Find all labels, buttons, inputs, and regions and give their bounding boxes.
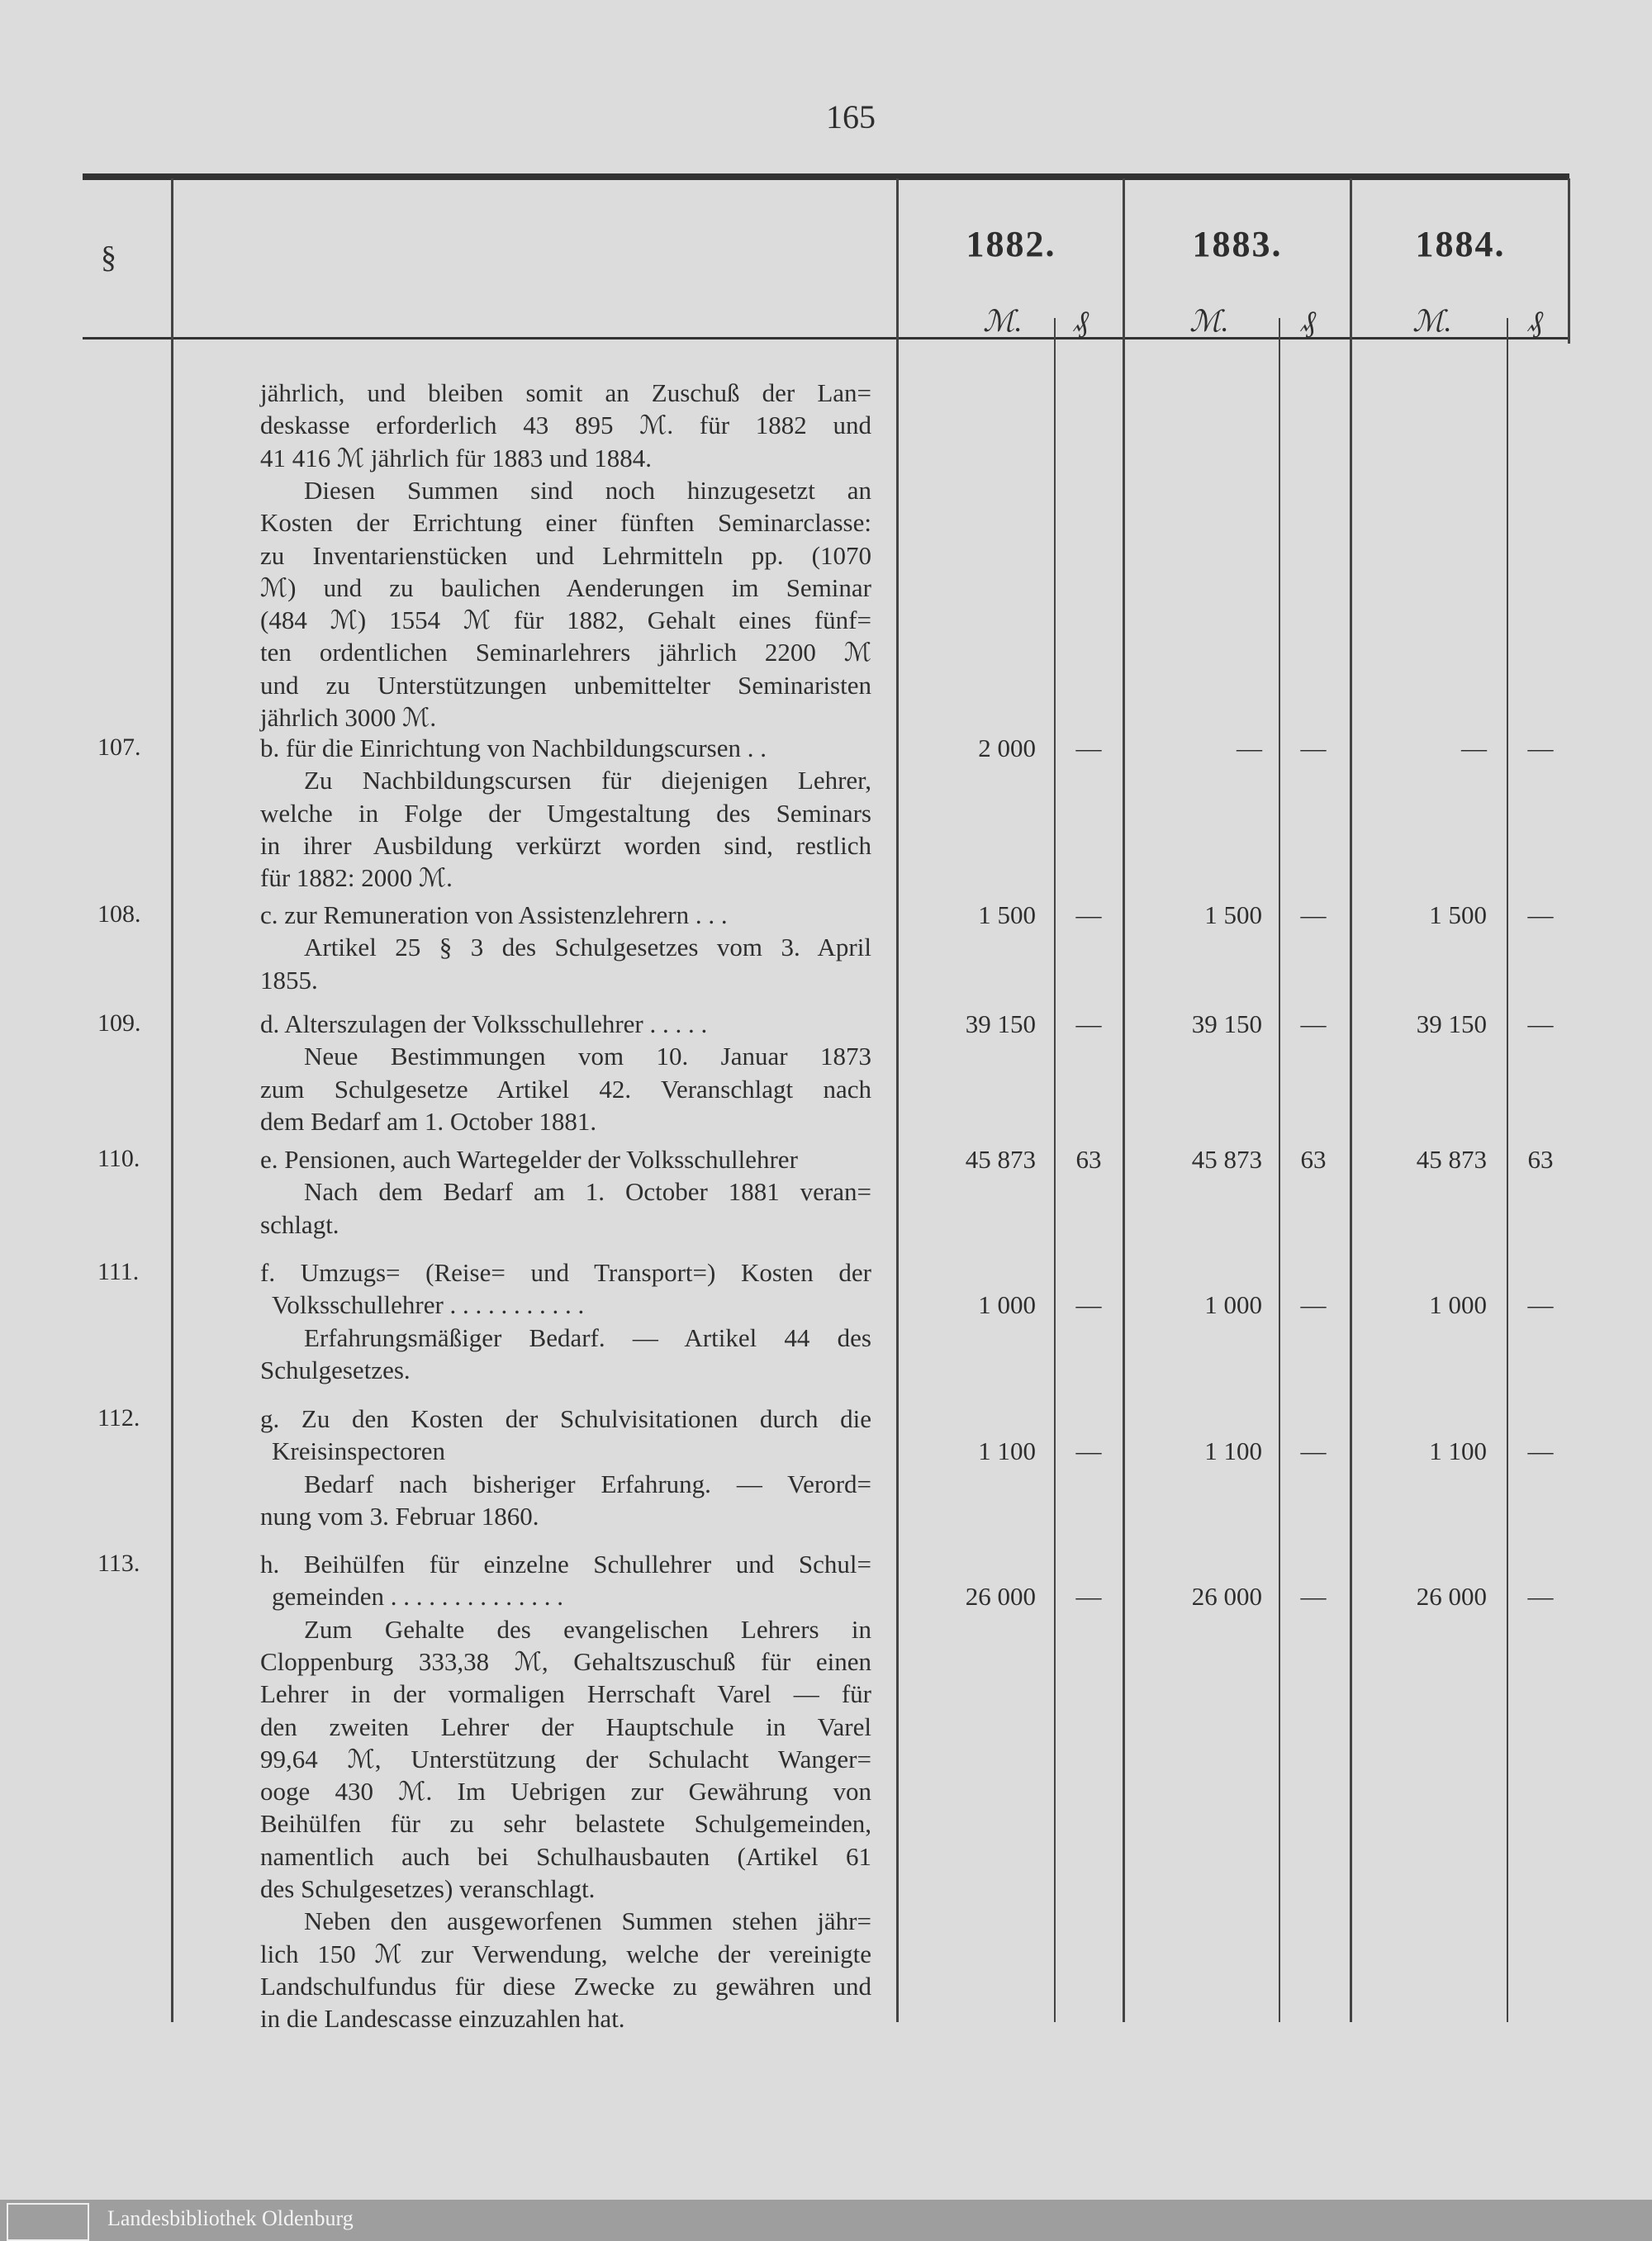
- pfennig-amount: —: [1527, 734, 1554, 762]
- mark-amount: 1 100: [978, 1436, 1036, 1466]
- text-line: in die Landescasse einzuzahlen hat.: [260, 2004, 625, 2034]
- mark-amount: 1 000: [1429, 1290, 1487, 1320]
- text-line: 1855.: [260, 965, 318, 995]
- text-line: in ihrer Ausbildung verkürzt worden sind, restlich: [260, 830, 871, 860]
- mark-amount: 1 500: [1204, 900, 1262, 929]
- year-1882: 1882.: [966, 224, 1056, 264]
- text-line: Bedarf nach bisheriger Erfahrung. — Verord=: [304, 1469, 871, 1498]
- text-line: jährlich, und bleiben somit an Zuschuß der Lan=: [260, 378, 871, 407]
- mark-header: ℳ.: [1412, 305, 1452, 338]
- pfennig-divider: [1507, 318, 1508, 2022]
- pfennig-amount: 63: [1527, 1145, 1554, 1174]
- footer-bar: [0, 2200, 1652, 2241]
- mark-amount: 1 500: [1429, 900, 1487, 929]
- text-line: Zu Nachbildungscursen für diejenigen Lehrer,: [304, 766, 871, 795]
- text-line: Erfahrungsmäßiger Bedarf. — Artikel 44 des: [304, 1322, 871, 1352]
- text-line: namentlich auch bei Schulhausbauten (Artikel 61: [260, 1841, 871, 1871]
- text-line: Lehrer in der vormaligen Herrschaft Varel — für: [260, 1679, 871, 1709]
- section-number: 110.: [97, 1145, 140, 1172]
- pfennig-divider: [1279, 318, 1280, 2022]
- pfennig-amount: —: [1075, 1290, 1102, 1320]
- header-rule: [83, 337, 1569, 339]
- text-line: g. Zu den Kosten der Schulvisitationen durch die: [260, 1404, 871, 1433]
- page-number: 165: [826, 98, 876, 135]
- library-building-logo: [7, 2203, 89, 2241]
- text-line: Nach dem Bedarf am 1. October 1881 veran=: [304, 1177, 871, 1207]
- text-line: welche in Folge der Umgestaltung des Seminars: [260, 798, 871, 828]
- text-line: Neue Bestimmungen vom 10. Januar 1873: [304, 1042, 871, 1071]
- text-line: den zweiten Lehrer der Hauptschule in Varel: [260, 1712, 871, 1741]
- pfennig-amount: —: [1300, 1582, 1327, 1612]
- text-line: Diesen Summen sind noch hinzugesetzt an: [304, 475, 871, 505]
- text-line: deskasse erforderlich 43 895 ℳ. für 1882 und: [260, 411, 871, 440]
- text-line: für 1882: 2000 ℳ.: [260, 863, 453, 893]
- column-divider: [1123, 178, 1125, 2022]
- text-line: ℳ) und zu baulichen Aenderungen im Seminar: [260, 572, 871, 602]
- pfennig-amount: —: [1527, 1582, 1554, 1612]
- section-number: 111.: [97, 1258, 140, 1285]
- pfennig-amount: —: [1300, 1290, 1327, 1320]
- text-line: gemeinden . . . . . . . . . . . . . .: [272, 1582, 564, 1612]
- mark-amount: 45 873: [1191, 1145, 1262, 1174]
- mark-amount: —: [1461, 734, 1487, 762]
- text-line: h. Beihülfen für einzelne Schullehrer und Schul=: [260, 1550, 871, 1579]
- mark-amount: 1 000: [978, 1290, 1036, 1320]
- text-line: dem Bedarf am 1. October 1881.: [260, 1106, 597, 1136]
- column-divider: [171, 178, 173, 2022]
- top-rule: [83, 173, 1569, 180]
- mark-amount: 39 150: [1191, 1009, 1262, 1038]
- mark-header: ℳ.: [1189, 305, 1229, 338]
- text-line: f. Umzugs= (Reise= und Transport=) Kosten der: [260, 1258, 871, 1287]
- section-number: 109.: [97, 1009, 141, 1037]
- pfennig-header: ₰: [1301, 305, 1316, 338]
- text-line: Zum Gehalte des evangelischen Lehrers in: [304, 1614, 871, 1644]
- text-line: und zu Unterstützungen unbemittelter Seminaristen: [260, 670, 871, 700]
- text-line: Kosten der Errichtung einer fünften Seminarclasse:: [260, 508, 871, 538]
- pfennig-amount: —: [1300, 734, 1327, 762]
- pfennig-header: ₰: [1074, 305, 1089, 338]
- mark-amount: 1 100: [1204, 1436, 1262, 1466]
- text-line: 41 416 ℳ jährlich für 1883 und 1884.: [260, 443, 652, 472]
- section-number: 113.: [97, 1550, 140, 1577]
- column-divider: [896, 178, 899, 2022]
- mark-header: ℳ.: [983, 305, 1023, 338]
- pfennig-amount: —: [1300, 1436, 1327, 1466]
- pfennig-amount: 63: [1075, 1145, 1102, 1174]
- section-header: §: [101, 240, 116, 275]
- mark-amount: 45 873: [965, 1145, 1036, 1174]
- text-line: Cloppenburg 333,38 ℳ, Gehaltszuschuß für einen: [260, 1646, 871, 1676]
- pfennig-amount: —: [1075, 1436, 1102, 1466]
- pfennig-amount: —: [1527, 900, 1554, 929]
- section-number: 108.: [97, 900, 141, 928]
- text-line: Volksschullehrer . . . . . . . . . . .: [272, 1290, 585, 1320]
- text-line: jährlich 3000 ℳ.: [260, 703, 437, 732]
- pfennig-amount: —: [1527, 1436, 1554, 1466]
- pfennig-amount: —: [1075, 1582, 1102, 1612]
- section-number: 107.: [97, 734, 141, 761]
- pfennig-amount: —: [1527, 1009, 1554, 1038]
- pfennig-amount: —: [1300, 1009, 1327, 1038]
- text-line: c. zur Remuneration von Assistenzlehrern . . .: [260, 900, 728, 929]
- pfennig-amount: 63: [1300, 1145, 1327, 1174]
- text-line: nung vom 3. Februar 1860.: [260, 1501, 539, 1531]
- text-line: d. Alterszulagen der Volksschullehrer . . . . .: [260, 1009, 708, 1038]
- mark-amount: 26 000: [1191, 1582, 1262, 1612]
- year-1883: 1883.: [1192, 224, 1283, 264]
- text-line: zum Schulgesetze Artikel 42. Veranschlagt nach: [260, 1074, 871, 1104]
- text-line: (484 ℳ) 1554 ℳ für 1882, Gehalt eines fünf=: [260, 605, 871, 635]
- pfennig-amount: —: [1527, 1290, 1554, 1320]
- pfennig-amount: —: [1300, 900, 1327, 929]
- text-line: des Schulgesetzes) veranschlagt.: [260, 1874, 596, 1903]
- mark-amount: 2 000: [978, 734, 1036, 762]
- text-line: zu Inventarienstücken und Lehrmitteln pp. (1070: [260, 540, 871, 570]
- text-line: Artikel 25 § 3 des Schulgesetzes vom 3. April: [304, 933, 871, 962]
- mark-amount: 45 873: [1416, 1145, 1487, 1174]
- text-line: Kreisinspectoren: [272, 1436, 446, 1466]
- text-line: schlagt.: [260, 1209, 339, 1239]
- section-number: 112.: [97, 1404, 140, 1431]
- column-divider: [1350, 178, 1352, 2022]
- text-line: ooge 430 ℳ. Im Uebrigen zur Gewährung von: [260, 1777, 871, 1807]
- library-name: Landesbibliothek Oldenburg: [107, 2206, 354, 2230]
- text-line: Landschulfundus für diese Zwecke zu gewähren und: [260, 1971, 871, 2001]
- pfennig-amount: —: [1075, 900, 1102, 929]
- mark-amount: —: [1237, 734, 1262, 762]
- text-line: Schulgesetzes.: [260, 1355, 411, 1384]
- mark-amount: 39 150: [965, 1009, 1036, 1038]
- mark-amount: 39 150: [1416, 1009, 1487, 1038]
- mark-amount: 26 000: [965, 1582, 1036, 1612]
- mark-amount: 1 000: [1204, 1290, 1262, 1320]
- text-line: ten ordentlichen Seminarlehrers jährlich 2200 ℳ: [260, 638, 871, 667]
- pfennig-header: ₰: [1528, 305, 1543, 338]
- mark-amount: 1 500: [978, 900, 1036, 929]
- text-line: e. Pensionen, auch Wartegelder der Volksschullehrer: [260, 1145, 798, 1174]
- pfennig-divider: [1054, 318, 1056, 2022]
- mark-amount: 1 100: [1429, 1436, 1487, 1466]
- pfennig-amount: —: [1075, 1009, 1102, 1038]
- mark-amount: 26 000: [1416, 1582, 1487, 1612]
- text-line: 99,64 ℳ, Unterstützung der Schulacht Wanger=: [260, 1744, 871, 1773]
- text-line: lich 150 ℳ zur Verwendung, welche der vereinigte: [260, 1939, 871, 1968]
- text-line: Beihülfen für zu sehr belastete Schulgemeinden,: [260, 1809, 871, 1839]
- text-line: Neben den ausgeworfenen Summen stehen jähr=: [304, 1906, 871, 1936]
- year-1884: 1884.: [1415, 224, 1506, 264]
- pfennig-amount: —: [1075, 734, 1102, 762]
- text-line: b. für die Einrichtung von Nachbildungscursen . .: [260, 734, 767, 762]
